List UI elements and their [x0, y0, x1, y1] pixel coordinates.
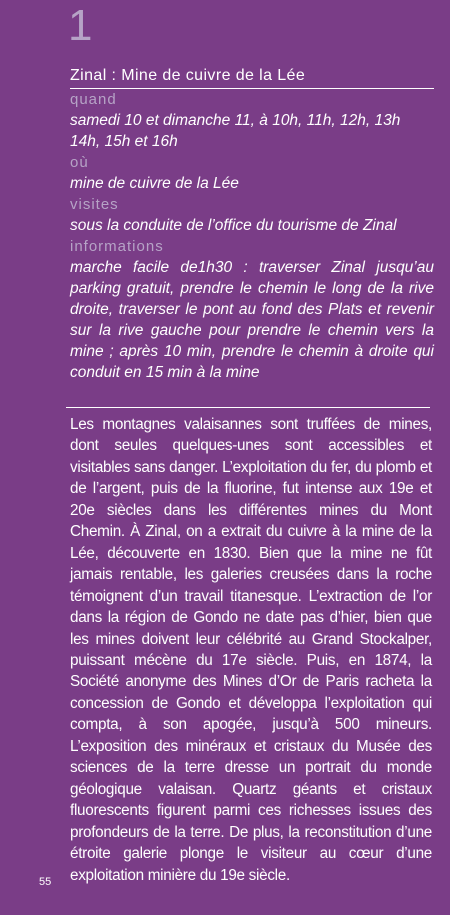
visits-label: visites — [70, 196, 119, 213]
section-divider — [66, 407, 430, 408]
event-title: Zinal : Mine de cuivre de la Lée — [70, 66, 434, 89]
information-value: marche facile de1h30 : traverser Zinal jusqu’au parking gratuit, prendre le chemin le long de la rive droite, traverser le pont au fond des Plats et revenir sur la rive gauche pour prendre le chemin vers la mine ; après 10 min, prendre le chemin à droite qui conduit en 15 min à la mine — [70, 259, 434, 381]
where-label: où — [70, 154, 89, 171]
when-value: samedi 10 et dimanche 11, à 10h, 11h, 12h, 13h 14h, 15h et 16h — [70, 112, 401, 150]
visits-value: sous la conduite de l’office du tourisme de Zinal — [70, 217, 397, 234]
where-value: mine de cuivre de la Lée — [70, 175, 239, 192]
event-info-block — [70, 66, 434, 383]
page-number: 55 — [39, 876, 52, 888]
body-text: Les montagnes valaisannes sont truffées de mines, dont seules quelques-unes sont accessibles et visitables sans danger. L’exploitation du fer, du plomb et de l’argent, puis de la fluorine, fut intense aux 19e et 20e siècles dans les différentes mines du Mont Chemin. À Zinal, on a extrait du cuivre à la mine de la Lée, découverte en 1830. Bien que la mine ne fût jamais rentable, les galeries creusées dans la roche témoignent d’un travail titanesque. L’extraction de l’or dans la région de Gondo ne date pas d’hier, bien que les mines doivent leur célébrité au Grand Stockalper, puissant mécène du 17e siècle. Puis, en 1874, la Société anonyme des Mines d’Or de Paris racheta la concession de Gondo et développa l’exploitation qui compta, à son apogée, jusqu’à 500 mineurs. L’exposition des minéraux et cristaux du Musée des sciences de la terre dresse un portrait du monde géologique valaisan. Quartz géants et cristaux fluorescents figurent parmi ces richesses issues des profondeurs de la terre. De plus, la reconstitution d’une étroite galerie plonge le visiteur au cœur d’une exploitation minière du 19e siècle. — [70, 416, 432, 884]
section-number: 1 — [68, 1, 93, 50]
information-label: informations — [70, 238, 164, 255]
when-label: quand — [70, 91, 117, 108]
